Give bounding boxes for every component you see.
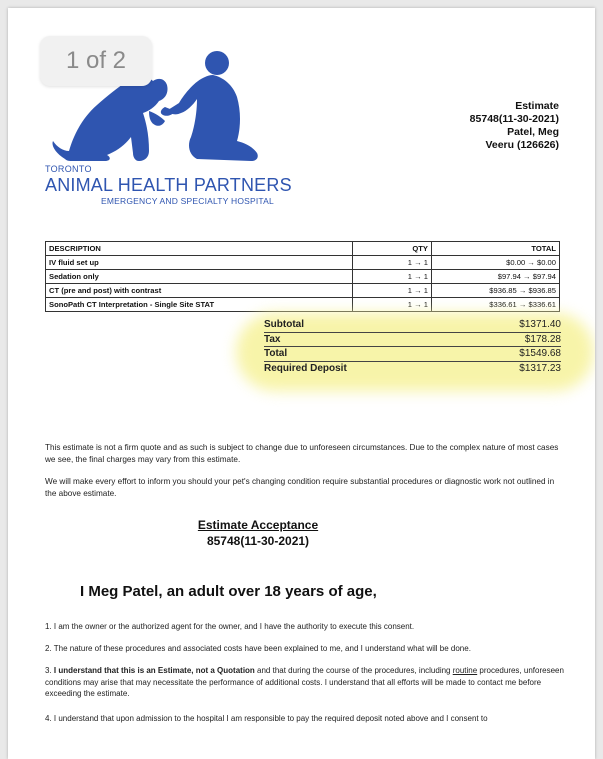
consent-item-3 [45, 665, 565, 700]
total-label: Total [264, 348, 288, 360]
row-description: CT (pre and post) with contrast [46, 284, 353, 298]
row-qty: 1 → 1 [353, 270, 432, 284]
table-row [46, 298, 560, 312]
table-row [46, 256, 560, 270]
page-counter-badge: 1 of 2 [40, 36, 152, 86]
estimate-title: Estimate [515, 100, 559, 112]
row-qty: 1 → 1 [353, 284, 432, 298]
item-3-prefix: 3. [45, 666, 54, 675]
column-header-qty: QTY [353, 242, 432, 256]
row-total: $0.00 → $0.00 [432, 256, 560, 270]
item-3-mid: and that during the course of the procedures, including [254, 666, 453, 675]
deposit-value: $1317.23 [519, 362, 561, 374]
row-description: SonoPath CT Interpretation - Single Site STAT [46, 298, 353, 312]
estimate-items-table [45, 241, 560, 312]
estimate-number: 85748(11-30-2021) [469, 113, 559, 125]
document-page [8, 8, 595, 759]
totals-row-subtotal [264, 318, 561, 333]
client-name: Patel, Meg [507, 126, 559, 138]
notice-paragraph: We will make every effort to inform you should your pet's changing condition require substantial procedures or diagnostic work not outlined in the above estimate. [45, 477, 555, 498]
item-3-underline: routine [452, 666, 478, 675]
table-row [46, 270, 560, 284]
consent-item-2: 2. The nature of these procedures and associated costs have been explained to me, and I understand what will be done. [45, 644, 471, 653]
acceptance-number: 85748(11-30-2021) [206, 534, 310, 548]
tax-label: Tax [264, 333, 281, 345]
patient-name: Veeru (126626) [485, 139, 559, 151]
row-description: Sedation only [46, 270, 353, 284]
row-total: $936.85 → $936.85 [432, 284, 560, 298]
brand-name: ANIMAL HEALTH PARTNERS [45, 175, 292, 195]
row-description: IV fluid set up [46, 256, 353, 270]
estimate-header [470, 100, 559, 152]
totals-block [264, 318, 561, 375]
disclaimer-paragraph: This estimate is not a firm quote and as such is subject to change due to unforeseen circumstances. Due to the complex nature of most cases we see, the final charges may vary from this estimate. [45, 443, 559, 464]
total-value: $1549.68 [519, 348, 561, 360]
subtotal-label: Subtotal [264, 319, 304, 331]
consent-item-1: 1. I am the owner or the authorized agent for the owner, and I have the authority to execute this consent. [45, 622, 415, 631]
table-row [46, 284, 560, 298]
row-total: $336.61 → $336.61 [432, 298, 560, 312]
brand-tagline: EMERGENCY AND SPECIALTY HOSPITAL [101, 196, 274, 206]
totals-row-tax [264, 333, 561, 348]
deposit-label: Required Deposit [264, 362, 347, 374]
totals-row-deposit [264, 362, 561, 376]
item-3-rest: procedures, unforeseen conditions may arise that may necessitate the performance of additional costs. I understand that all efforts will be made to contact me before exceeding the estimate. [45, 666, 564, 698]
tax-value: $178.28 [524, 333, 561, 345]
column-header-total: TOTAL [432, 242, 560, 256]
row-total: $97.94 → $97.94 [432, 270, 560, 284]
row-qty: 1 → 1 [353, 256, 432, 270]
brand-city: TORONTO [45, 164, 92, 174]
consent-item-4: 4. I understand that upon admission to the hospital I am responsible to pay the required deposit noted above and I consent to [45, 714, 488, 723]
table-header-row [46, 242, 560, 256]
consent-declaration: I Meg Patel, an adult over 18 years of age, [80, 583, 377, 600]
column-header-description: DESCRIPTION [46, 242, 353, 256]
acceptance-title: Estimate Acceptance [197, 518, 319, 532]
row-qty: 1 → 1 [353, 298, 432, 312]
subtotal-value: $1371.40 [519, 319, 561, 331]
totals-row-total [264, 347, 561, 362]
item-3-bold: I understand that this is an Estimate, not a Quotation [53, 666, 255, 675]
